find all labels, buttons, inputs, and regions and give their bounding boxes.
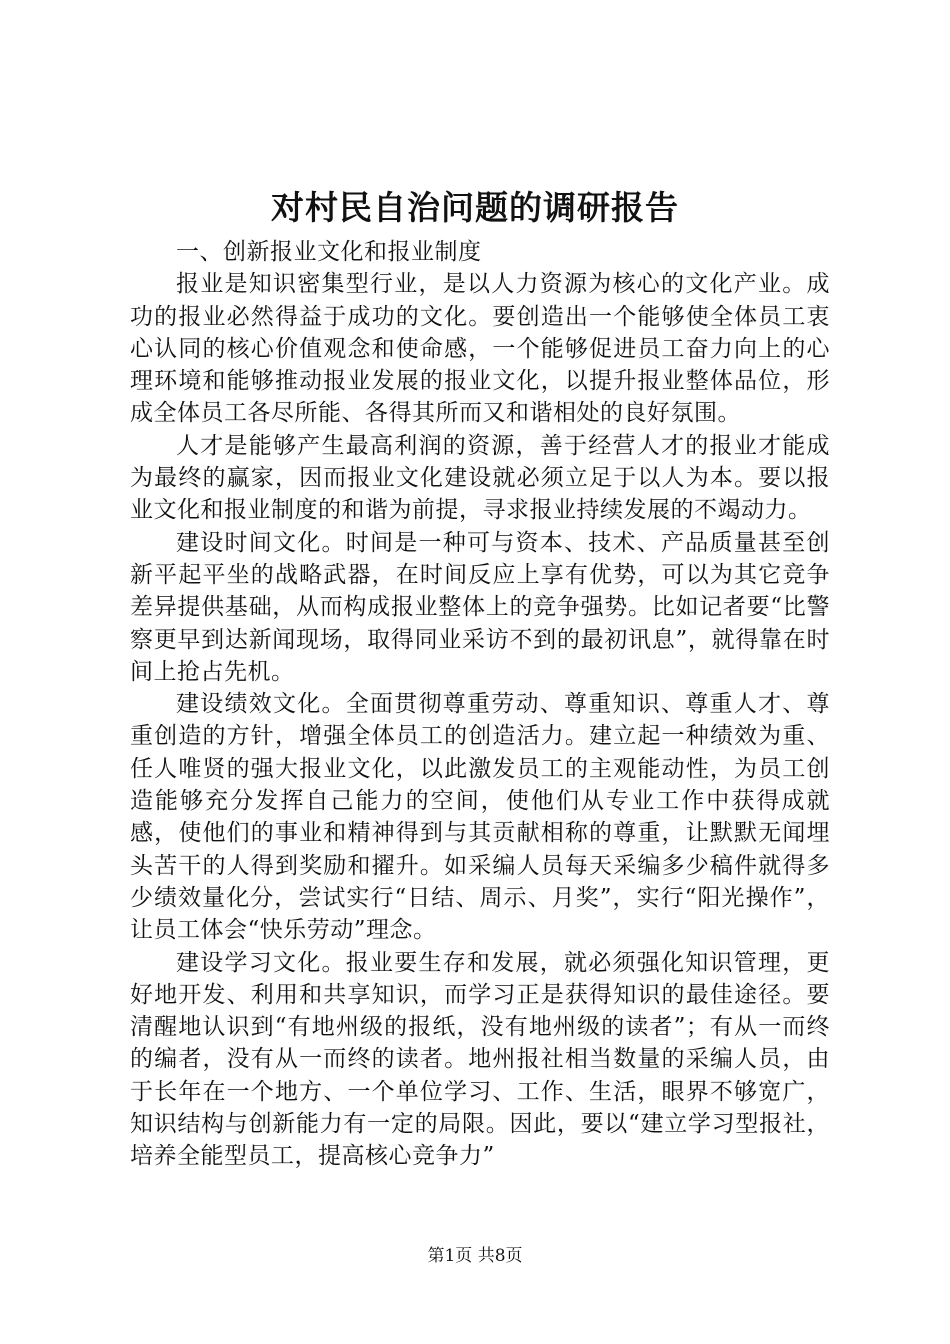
paragraph: 建设绩效文化。全面贯彻尊重劳动、尊重知识、尊重人才、尊重创造的方针，增强全体员工的创造活力。建立起一种绩效为重、任人唯贤的强大报业文化，以此激发员工的主观能动性，为员工创造能够充分发挥自己能力的空间，使他们从专业工作中获得成就感，使他们的事业和精神得到与其贡献相称的尊重，让默默无闻埋头苦干的人得到奖励和擢升。如采编人员每天采编多少稿件就得多少绩效量化分，尝试实行“日结、周示、月奖”，实行“阳光操作”，让员工体会“快乐劳动”理念。 [130, 691, 830, 944]
document-body [130, 236, 830, 1173]
section-heading: 一、创新报业文化和报业制度 [176, 239, 482, 265]
paragraph: 人才是能够产生最高利润的资源，善于经营人才的报业才能成为最终的赢家，因而报业文化建设就必须立足于以人为本。要以报业文化和报业制度的和谐为前提，寻求报业持续发展的不竭动力。 [130, 432, 830, 524]
document-title: 对村民自治问题的调研报告 [271, 188, 679, 227]
page-footer: 第1页 共8页 [427, 1246, 523, 1266]
paragraph: 建设学习文化。报业要生存和发展，就必须强化知识管理，更好地开发、利用和共享知识，而学习正是获得知识的最佳途径。要清醒地认识到“有地州级的报纸，没有地州级的读者”；有从一而终的编者，没有从一而终的读者。地州报社相当数量的采编人员，由于长年在一个地方、一个单位学习、工作、生活，眼界不够宽广，知识结构与创新能力有一定的局限。因此，要以“建立学习型报社，培养全能型员工，提高核心竞争力” [130, 949, 830, 1170]
paragraph: 报业是知识密集型行业，是以人力资源为核心的文化产业。成功的报业必然得益于成功的文化。要创造出一个能够使全体员工衷心认同的核心价值观念和使命感，一个能够促进员工奋力向上的心理环境和能够推动报业发展的报业文化，以提升报业整体品位，形成全体员工各尽所能、各得其所而又和谐相处的良好氛围。 [130, 271, 830, 427]
paragraph: 建设时间文化。时间是一种可与资本、技术、产品质量甚至创新平起平坐的战略武器，在时间反应上享有优势，可以为其它竞争差异提供基础，从而构成报业整体上的竞争强势。比如记者要“比警察更早到达新闻现场，取得同业采访不到的最初讯息”，就得靠在时间上抢占先机。 [130, 529, 830, 685]
